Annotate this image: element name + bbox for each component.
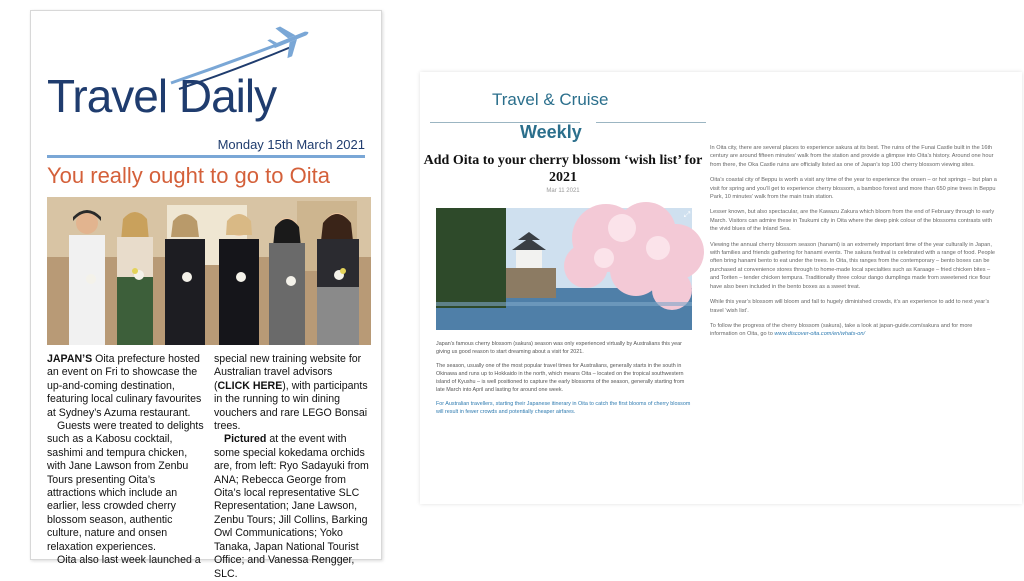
paragraph: Guests were treated to delights such as a Kabosu cocktail, sashimi and tempura chicken, with Jane Lawson from Zenbu Tours presenting Oita’s attractions which include an earlier, less crowded cherry blossom season, authentic culture, nature and onsen relaxation experiences. <box>47 420 204 553</box>
paragraph <box>214 353 371 433</box>
paragraph: The season, usually one of the most popular travel times for Australians, generally starts in the south in Okinawa and runs up to Hokkaido in the north, which means Oita – located on the tropical southwestern island of Kyushu – is well positioned to capture the early blossoms of the season, generally starting from late March into April and lasting for around one week. <box>436 363 685 393</box>
article-column <box>47 353 204 581</box>
expand-icon[interactable]: ⤢ <box>683 210 691 219</box>
paragraph-text: Oita prefecture hosted an event on Fri to showcase the up-and-coming destination, featuring local culinary favourites at Sydney’s Azuma restaurant. <box>47 353 202 419</box>
paragraph <box>710 322 1000 339</box>
logo-bottom: Weekly <box>520 122 582 142</box>
paragraph: Japan’s famous cherry blossom (sakura) season was only experienced virtually by Australians this year giving us good reason to start dreaming about a visit for 2021. <box>436 341 682 355</box>
paragraph: Lesser known, but also spectacular, are the Kawazu Zakura which bloom from the end of February through to early March. Visitors can admire these in Tsukumi city in Oita where the deep pink colour of the blossoms contrasts with the vivid blues of the Inland Sea. <box>710 209 995 233</box>
paragraph: In Oita city, there are several places to experience sakura at its best. The ruins of the Funai Castle built in the 16th century are around fifteen minutes’ walk from the station and provide a glimpse into Oita’s history. Around one hour from there, the Oka Castle ruins are officially listed as one of Japan’s top 100 cherry blossom viewing sites. <box>710 145 994 168</box>
article-body <box>47 353 371 581</box>
lead-word: JAPAN’S <box>47 353 93 365</box>
paragraph <box>47 353 204 420</box>
article-column-right <box>710 144 1000 346</box>
travel-daily-clipping <box>30 10 382 580</box>
paragraph: Oita also last week launched a <box>57 554 201 567</box>
paragraph: Viewing the annual cherry blossom season (hanami) is an extremely important time of the year culturally in Japan, with families and friends gathering for hanami events. The sakura festival is celebrated with a range of food. People often bring hanami bento to eat under the trees. In Oita, this ranges from the contemporary – bento boxes can be purchased at convenience stores through to home-made local specialties such as Karaage – fried chicken bites – and Toriten – tender chicken tempura. Traditionally three colour dango dumplings made from sweetened rice flour have also been included in the bento boxes as a sweet treat. <box>710 241 996 290</box>
article-column <box>214 353 371 581</box>
lead-word: Pictured <box>224 433 267 446</box>
person <box>117 212 153 345</box>
click-here-link[interactable]: CLICK HERE <box>217 379 283 392</box>
paragraph-text: ), with participants in the running to win dining vouchers and rare LEGO Bonsai trees. <box>214 379 368 433</box>
logo-rule <box>596 122 706 123</box>
paragraph-text: special new training website for Australian travel advisors ( <box>214 353 362 392</box>
paragraph-text: at the event with some special kokedama orchids are, from left: Ryo Sadayuki from ANA; Rebecca George from Oita’s local representative SLC Representation; Jane Lawson, Zenbu Tours; Jill Collins, Barking Owl Communications; Yoko Tanaka, Japan National Tourist Office; and Vanessa Rengger, SLC. <box>214 433 369 580</box>
headline: You really ought to go to Oita <box>47 163 330 188</box>
travel-cruise-weekly-clipping <box>420 72 1022 504</box>
paragraph: Oita’s coastal city of Beppu is worth a visit any time of the year to experience the onsen – or hot springs – but plan a visit for spring and you’ll get to experience cherry blossom, a bamboo forest and more than 650 pine trees in Beppu Park, 10 minutes’ walk from the main train station. <box>710 177 997 201</box>
paragraph-text: To follow the progress of the cherry blossom (sakura), take a look at japan-guide.com/sakura and for more information on Oita, go to <box>710 322 973 338</box>
paragraph: For Australian travellers, starting their Japanese itinerary in Oita to catch the first blooms of cherry blossom will result in fewer crowds and potentially cheaper airfares. <box>436 401 691 415</box>
divider <box>47 155 365 158</box>
issue-date: Monday 15th March 2021 <box>217 137 365 152</box>
logo-top: Travel & Cruise <box>492 90 609 109</box>
paragraph <box>214 433 371 580</box>
article-date: Mar 11 2021 <box>546 188 580 194</box>
oita-castle-cherry-blossom-photo <box>436 208 692 330</box>
article-title: Add Oita to your cherry blossom ‘wish list’ for 2021 <box>423 153 703 185</box>
article-column-left <box>436 340 692 422</box>
discover-oita-link[interactable]: www.discover-oita.com/en/whats-on/ <box>774 331 866 338</box>
masthead: Travel Daily <box>47 70 277 122</box>
event-group-photo <box>47 197 371 345</box>
paragraph: While this year’s blossom will bloom and fall to hugely diminished crowds, it’s an experience to add to next year’s travel ‘wish list’. <box>710 299 990 314</box>
